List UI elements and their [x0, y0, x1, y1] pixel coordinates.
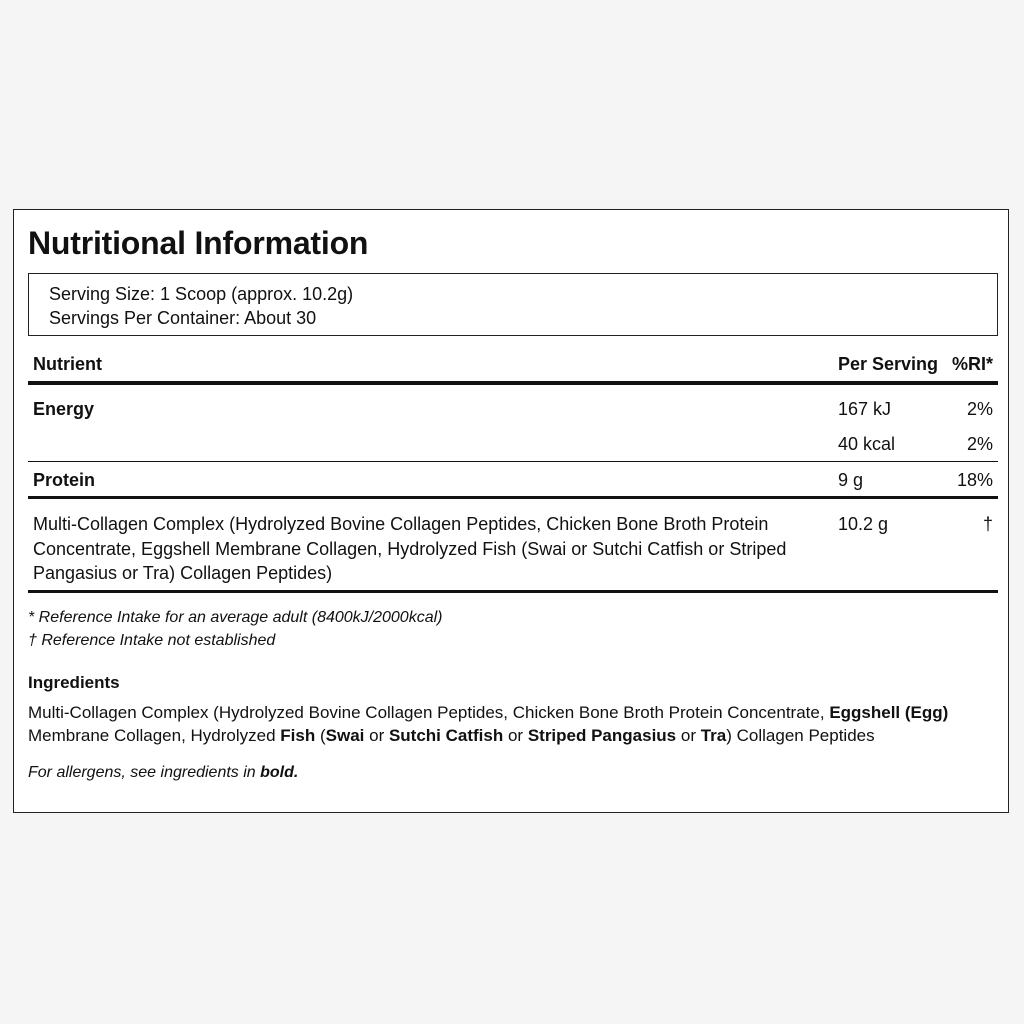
collagen-line-2: Concentrate, Eggshell Membrane Collagen, Hydrolyzed Fish (Swai or Sutchi Catfish or Striped: [33, 539, 787, 559]
energy-kcal: 40 kcal: [838, 434, 896, 454]
thin-divider: [28, 461, 998, 462]
serving-info-box: [28, 273, 998, 336]
allergen-striped-pangasius: Striped Pangasius: [527, 726, 677, 745]
allergen-note: [28, 764, 298, 782]
thick-divider: [28, 496, 998, 499]
nutrition-panel: [13, 209, 1009, 813]
servings-per-container: Servings Per Container: About 30: [49, 308, 317, 328]
allergen-eggshell: Eggshell (Egg): [829, 703, 949, 722]
ingredients-text-part: (: [315, 726, 326, 745]
thick-divider: [28, 381, 998, 385]
allergen-sutchi-catfish: Sutchi Catfish: [388, 726, 504, 745]
footnote-not-established: † Reference Intake not established: [28, 632, 276, 649]
collagen-line-1: Multi-Collagen Complex (Hydrolyzed Bovine Collagen Peptides, Chicken Bone Broth Protein: [33, 514, 769, 534]
protein-ri: 18%: [956, 470, 993, 490]
ingredients-text-part: Multi-Collagen Complex (Hydrolyzed Bovine Collagen Peptides, Chicken Bone Broth Protein Concentrate,: [28, 703, 830, 722]
energy-kj: 167 kJ: [838, 399, 892, 419]
ingredients-heading: Ingredients: [28, 673, 120, 692]
footnote-ri: * Reference Intake for an average adult (8400kJ/2000kcal): [28, 609, 443, 626]
energy-kj-ri: 2%: [966, 399, 993, 419]
collagen-line-3: Pangasius or Tra) Collagen Peptides): [33, 563, 333, 583]
ingredients-text: [28, 701, 988, 747]
energy-label: Energy: [33, 399, 95, 419]
page-title: Nutritional Information: [28, 225, 369, 261]
protein-value: 9 g: [838, 470, 864, 490]
ingredients-text-part: or: [676, 726, 701, 745]
allergen-note-prefix: For allergens, see ingredients in: [28, 764, 261, 781]
energy-kcal-ri: 2%: [966, 434, 993, 454]
ingredients-text-part: or: [503, 726, 528, 745]
allergen-fish: Fish: [280, 726, 316, 745]
collagen-ri: †: [982, 514, 993, 534]
collagen-value: 10.2 g: [838, 514, 889, 534]
allergen-swai: Swai: [325, 726, 365, 745]
header-nutrient: Nutrient: [33, 354, 102, 374]
thick-divider: [28, 590, 998, 593]
ingredients-text-part: Membrane Collagen, Hydrolyzed: [28, 726, 281, 745]
serving-size: Serving Size: 1 Scoop (approx. 10.2g): [49, 284, 354, 304]
allergen-tra: Tra: [700, 726, 727, 745]
allergen-note-bold: bold.: [260, 764, 299, 781]
header-per-serving: Per Serving: [838, 354, 939, 374]
protein-label: Protein: [33, 470, 96, 490]
ingredients-text-part: ) Collagen Peptides: [726, 726, 875, 745]
header-ri: %RI*: [951, 354, 993, 374]
ingredients-text-part: or: [364, 726, 389, 745]
